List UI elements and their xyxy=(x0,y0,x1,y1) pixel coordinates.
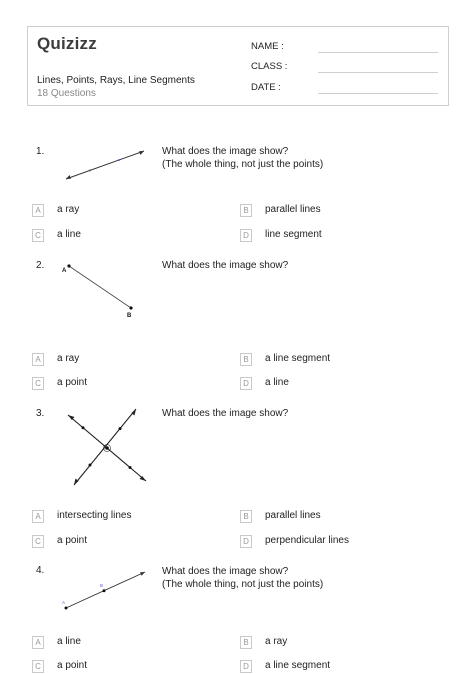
name-label: NAME : xyxy=(251,41,284,52)
question-text: What does the image show? xyxy=(162,408,289,419)
class-label: CLASS : xyxy=(251,61,288,72)
question-number: 2. xyxy=(36,260,45,271)
point-label-b: B xyxy=(127,313,132,319)
question-number: 1. xyxy=(36,146,45,157)
date-label: DATE : xyxy=(251,82,281,93)
intersecting-lines-figure xyxy=(64,405,154,490)
quizizz-logo: Quizizz xyxy=(37,34,97,53)
class-line[interactable] xyxy=(318,72,438,73)
worksheet-title: Lines, Points, Rays, Line Segments xyxy=(37,75,195,86)
name-line[interactable] xyxy=(318,52,438,53)
question-text: What does the image show? (The whole thing, not just the points) xyxy=(162,146,324,170)
question-count: 18 Questions xyxy=(37,88,96,99)
question-number: 3. xyxy=(36,408,45,419)
question-number: 4. xyxy=(36,565,45,576)
ray-figure xyxy=(60,145,150,185)
ray-figure xyxy=(58,566,153,616)
worksheet-header xyxy=(27,26,449,106)
date-line[interactable] xyxy=(318,93,438,94)
question-text: What does the image show? (The whole thing, not just the points) xyxy=(162,566,324,590)
point-label-a: A xyxy=(62,600,66,605)
line-segment-figure xyxy=(58,260,148,322)
point-label-a: A xyxy=(62,268,67,274)
question-text: What does the image show? xyxy=(162,260,289,271)
point-label-b: B xyxy=(100,583,104,588)
